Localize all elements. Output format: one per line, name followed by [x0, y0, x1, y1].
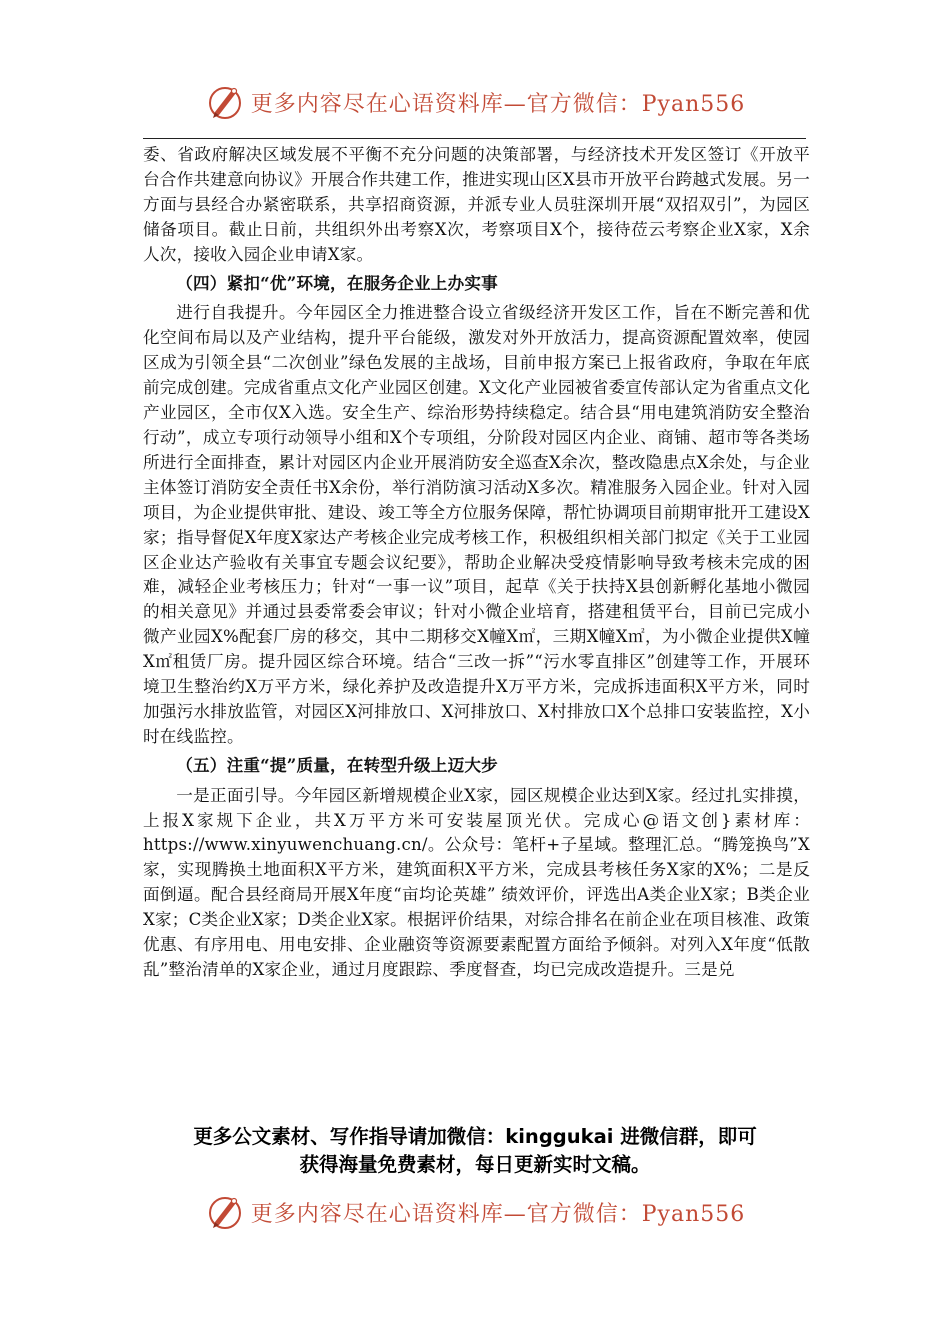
pen-circle-icon [205, 1192, 245, 1232]
header-divider [143, 138, 806, 139]
footer-banner [0, 1190, 950, 1234]
paragraph-upgrade: 一是正面引导。今年园区新增规模企业X家，园区规模企业达到X家。经过扎实排摸，上报X家规下企业，共X万平方米可安装屋顶光伏。完成心@语文创}素材库：https://www.xinyuwenchuang.cn/。公众号：笔杆+子星域。整理汇总。“腾笼换鸟”X家，实现腾换土地面积X平方米，建筑面积X平方米，完成县考核任务X家的X%；二是反面倒逼。配合县经商局开展X年度“亩均论英雄” 绩效评价，评选出A类企业X家；B类企业X家；C类企业X家；D类企业X家。根据评价结果，对综合排名在前企业在项目核准、政策优惠、有序用电、用电安排、企业融资等资源要素配置方面给予倾斜。对列入X年度“低散乱”整治清单的X家企业，通过月度跟踪、季度督查，均已完成改造提升。三是兑 [143, 785, 811, 979]
document-body [143, 143, 810, 983]
pen-circle-icon [205, 82, 245, 122]
paragraph-service: 进行自我提升。今年园区全力推进整合设立省级经济开发区工作，旨在不断完善和优化空间布局以及产业结构，提升平台能级，激发对外开放活力，提高资源配置效率，使园区成为引领全县“二次创业”绿色发展的主战场，目前申报方案已上报省政府，争取在年底前完成创建。完成省重点文化产业园区创建。X文化产业园被省委宣传部认定为省重点文化产业园区，全市仅X入选。安全生产、综治形势持续稳定。结合县“用电建筑消防安全整治行动”，成立专项行动领导小组和X个专项组，分阶段对园区内企业、商铺、超市等各类场所进行全面排查，累计对园区内企业开展消防安全巡查X余次，整改隐患点X余处，与企业主体签订消防安全责任书X余份，举行消防演习活动X多次。精准服务入园企业。针对入园项目，为企业提供审批、建设、竣工等全方位服务保障，帮忙协调项目前期审批开工建设X家；指导督促X年度X家达产考核企业完成考核工作，积极组织相关部门拟定《关于工业园区企业达产验收有关事宜专题会议纪要》，帮助企业解决受疫情影响导致考核未完成的困难，减轻企业考核压力；针对“一事一议”项目，起草《关于扶持X县创新孵化基地小微园的相关意见》并通过县委常委会审议；针对小微企业培育，搭建租赁平台，目前已完成小微产业园X%配套厂房的移交，其中二期移交X幢X㎡，三期X幢X㎡，为小微企业提供X幢X㎡租赁厂房。提升园区综合环境。结合“三改一拆”“污水零直排区”创建等工作，开展环境卫生整治约X万平方米，绿化养护及改造提升X万平方米，完成拆违面积X平方米，同时加强污水排放监管，对园区X河排放口、X河排放口、X村排放口X个总排口安装监控，X小时在线监控。 [143, 303, 811, 746]
footer-banner-text: 更多内容尽在心语资料库—官方微信：Pyan556 [250, 1201, 746, 1227]
section-heading-5: （五）注重“提”质量，在转型升级上迈大步 [176, 754, 498, 775]
section-heading-4: （四）紧扣“优”环境，在服务企业上办实事 [176, 272, 498, 293]
header-banner-text: 更多内容尽在心语资料库—官方微信：Pyan556 [250, 91, 746, 117]
promo-line-1: 更多公文素材、写作指导请加微信：kinggukai 进微信群，即可 [193, 1125, 757, 1148]
promo-line-2: 获得海量免费素材，每日更新实时文稿。 [299, 1153, 651, 1176]
header-banner [0, 80, 950, 124]
paragraph-continued: 委、省政府解决区域发展不平衡不充分问题的决策部署，与经济技术开发区签订《开放平台合作共建意向协议》开展合作共建工作，推进实现山区X县市开放平台跨越式发展。另一方面与县经合办紧密联系，共享招商资源，并派专业人员驻深圳开展“双招双引”，为园区储备项目。截止日前，共组织外出考察X次，考察项目X个，接待莅云考察企业X家，X余人次，接收入园企业申请X家。 [143, 145, 810, 264]
promo-notice [100, 1123, 850, 1179]
